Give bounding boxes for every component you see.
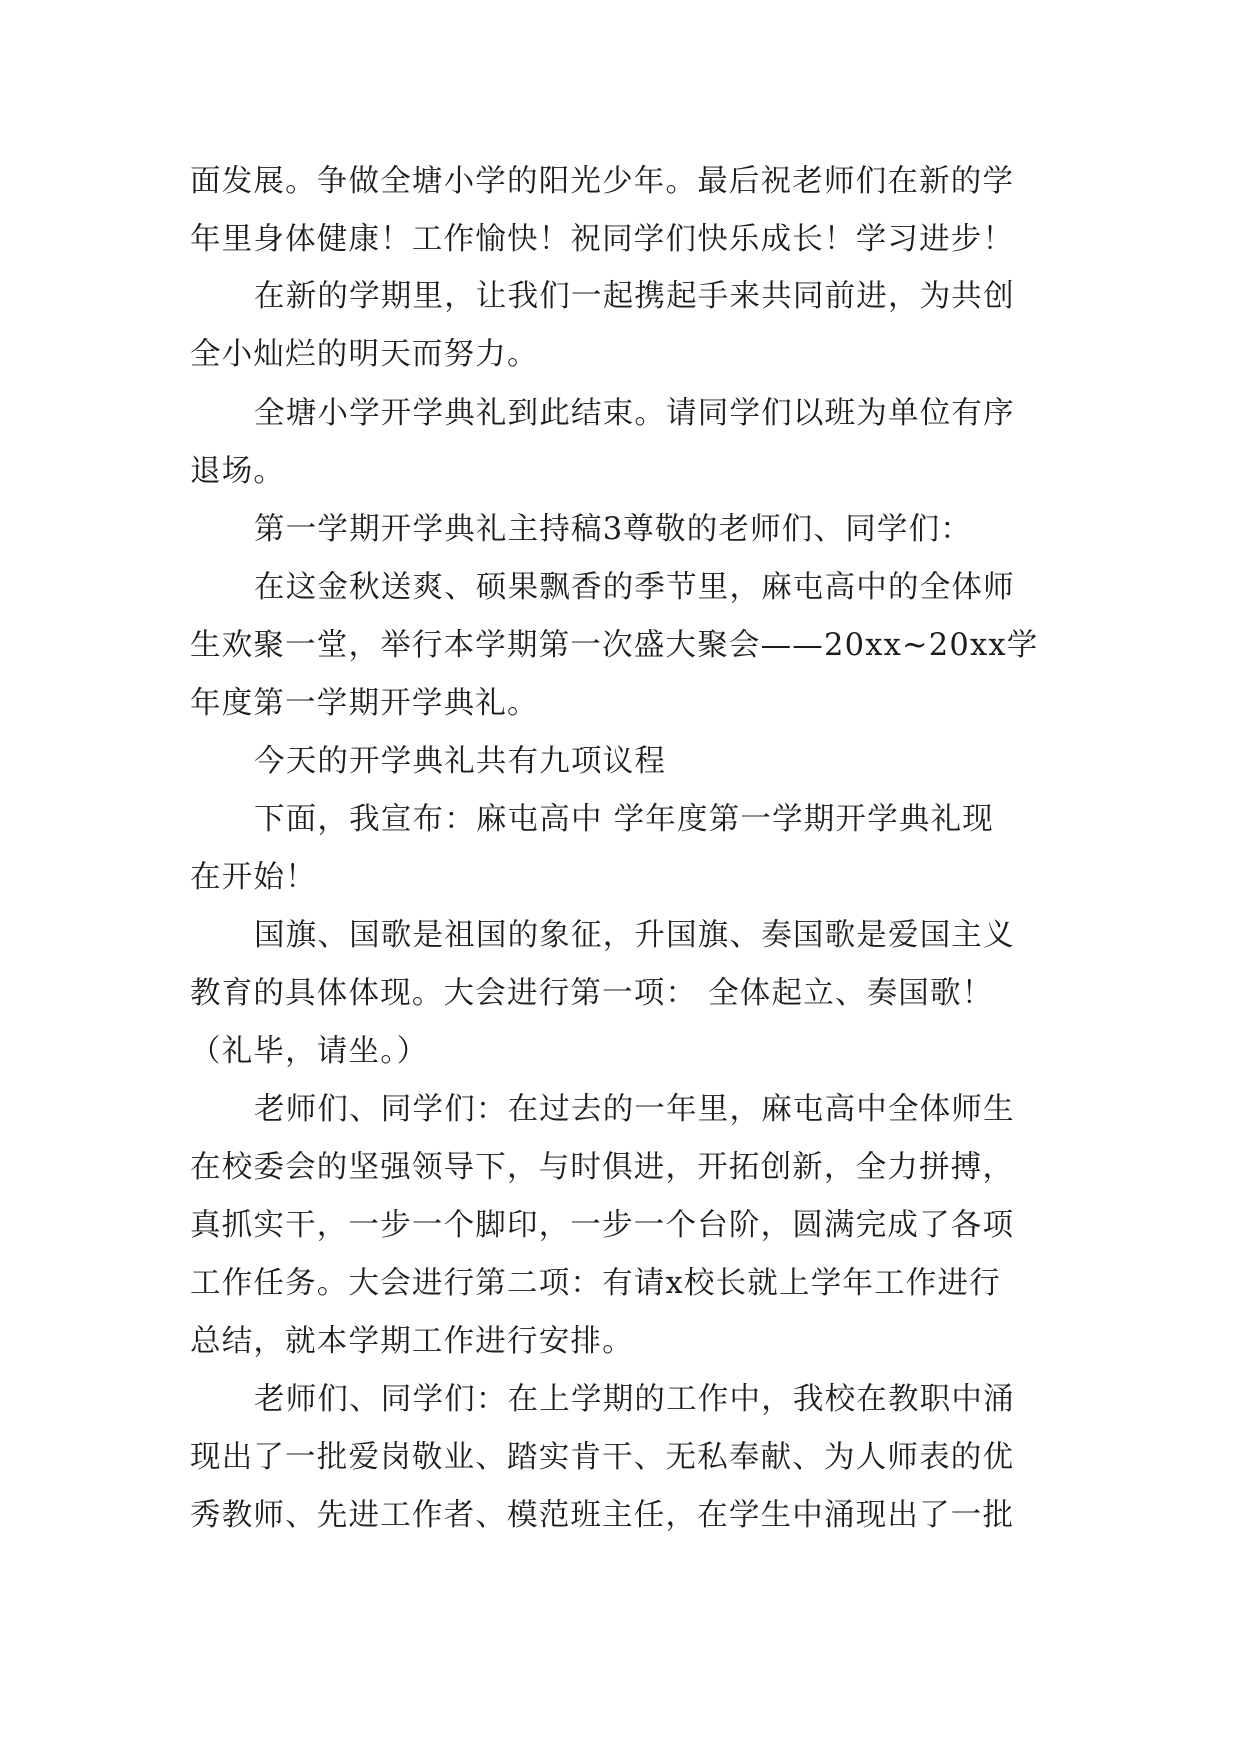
text-line: 年里身体健康！工作愉快！祝同学们快乐成长！学习进步！	[190, 222, 1015, 257]
paragraph-start-line: 今天的开学典礼共有九项议程	[254, 744, 667, 779]
paragraph-start-line: 下面，我宣布：麻屯高中 学年度第一学期开学典礼现	[254, 802, 994, 837]
paragraph-start-line: 国旗、国歌是祖国的象征，升国旗、奏国歌是爱国主义	[254, 918, 1015, 953]
text-line: 面发展。争做全塘小学的阳光少年。最后祝老师们在新的学	[190, 164, 1015, 199]
text-line: 教育的具体体现。大会进行第一项： 全体起立、奏国歌！	[190, 976, 994, 1011]
text-line: 在校委会的坚强领导下，与时俱进，开拓创新，全力拼搏，	[190, 1150, 1015, 1185]
paragraph-start-line: 老师们、同学们：在过去的一年里，麻屯高中全体师生	[254, 1092, 1015, 1127]
text-line: 生欢聚一堂，举行本学期第一次盛大聚会——20xx~20xx学	[190, 628, 1039, 663]
text-line: 秀教师、先进工作者、模范班主任，在学生中涌现出了一批	[190, 1498, 1015, 1533]
paragraph-start-line: 老师们、同学们：在上学期的工作中，我校在教职中涌	[254, 1382, 1015, 1417]
text-line: 全小灿烂的明天而努力。	[190, 337, 539, 372]
text-line: 退场。	[190, 454, 286, 489]
paragraph-start-line: 全塘小学开学典礼到此结束。请同学们以班为单位有序	[254, 396, 1015, 431]
text-line: 真抓实干，一步一个脚印，一步一个台阶，圆满完成了各项	[190, 1208, 1015, 1243]
text-line: 年度第一学期开学典礼。	[190, 686, 539, 721]
paragraph-start-line: 第一学期开学典礼主持稿3尊敬的老师们、同学们：	[254, 512, 973, 547]
text-line: 现出了一批爱岗敬业、踏实肯干、无私奉献、为人师表的优	[190, 1440, 1015, 1475]
text-line: 工作任务。大会进行第二项：有请x校长就上学年工作进行	[190, 1266, 1001, 1301]
paragraph-start-line: 在新的学期里，让我们一起携起手来共同前进，为共创	[254, 279, 1015, 314]
text-line: 在开始！	[190, 860, 317, 895]
text-line: （礼毕，请坐。）	[190, 1034, 429, 1069]
text-line: 总结，就本学期工作进行安排。	[190, 1324, 634, 1359]
paragraph-start-line: 在这金秋送爽、硕果飘香的季节里，麻屯高中的全体师	[254, 570, 1015, 605]
